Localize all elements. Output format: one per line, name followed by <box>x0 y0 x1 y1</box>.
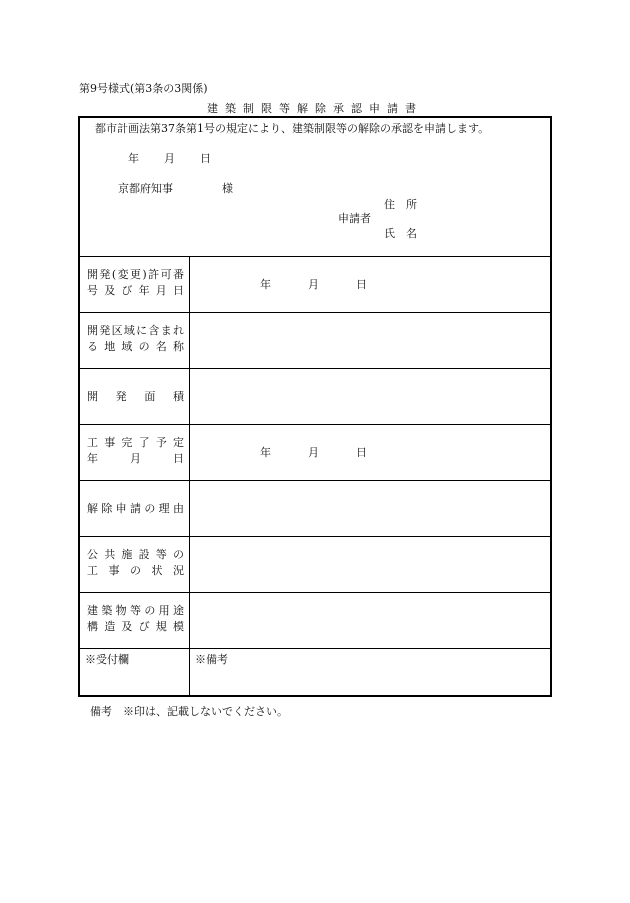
permit-date-field[interactable] <box>190 256 550 312</box>
row-building-use <box>80 592 550 649</box>
row-label-line1: 開発(変更)許可番 <box>87 268 184 281</box>
building-use-field[interactable] <box>190 592 550 648</box>
row-label-line1: 工事完了予定 <box>87 436 184 449</box>
date-day: 日 <box>356 278 367 291</box>
intro-statement: 都市計画法第37条第1号の規定により、建築制限等の解除の承認を申請します。 <box>95 122 490 135</box>
intro-date-day: 日 <box>200 152 211 165</box>
row-label <box>80 480 190 536</box>
intro-date-month: 月 <box>164 152 175 165</box>
row-development-area <box>80 368 550 425</box>
row-label <box>80 312 190 368</box>
document-title: 建築制限等解除承認申請書 <box>207 102 423 115</box>
date-month: 月 <box>308 446 319 459</box>
intro-section <box>80 118 550 257</box>
address-label: 住 所 <box>384 198 417 211</box>
row-area-name <box>80 312 550 369</box>
row-release-reason <box>80 480 550 537</box>
date-year: 年 <box>260 446 271 459</box>
row-permit-number <box>80 256 550 313</box>
form-type-label: 第9号様式(第3条の3関係) <box>79 82 208 95</box>
remarks-cell <box>190 648 550 695</box>
application-form <box>78 116 552 697</box>
row-label <box>80 424 190 480</box>
development-area-field[interactable] <box>190 368 550 424</box>
row-label-single: 解除申請の理由 <box>87 502 184 515</box>
row-label <box>80 368 190 424</box>
area-name-field[interactable] <box>190 312 550 368</box>
row-label-single: 開発面積 <box>87 390 184 403</box>
release-reason-field[interactable] <box>190 480 550 536</box>
receipt-label: ※受付欄 <box>85 653 129 666</box>
footnote: 備考 ※印は、記載しないでください。 <box>90 705 288 718</box>
row-label <box>80 256 190 312</box>
row-label-line2: 年月日 <box>87 452 184 465</box>
row-label-line2: る地域の名称 <box>87 340 184 353</box>
date-year: 年 <box>260 278 271 291</box>
row-label <box>80 536 190 592</box>
row-office-use <box>80 648 550 695</box>
row-label-line2: 号及び年月日 <box>87 284 184 297</box>
row-label-line2: 工事の状況 <box>87 564 184 577</box>
row-public-facilities <box>80 536 550 593</box>
row-label-line1: 公共施設等の <box>87 548 184 561</box>
remarks-label: ※備考 <box>195 653 228 666</box>
addressee: 京都府知事 <box>118 182 173 195</box>
addressee-honorific: 様 <box>222 182 233 195</box>
intro-date-year: 年 <box>128 152 139 165</box>
row-label-line1: 建築物等の用途 <box>87 604 184 617</box>
row-label-line1: 開発区域に含まれ <box>87 324 184 337</box>
completion-date-field[interactable] <box>190 424 550 480</box>
name-label: 氏 名 <box>384 227 417 240</box>
public-facilities-field[interactable] <box>190 536 550 592</box>
row-label <box>80 592 190 648</box>
date-day: 日 <box>356 446 367 459</box>
applicant-label: 申請者 <box>338 212 371 225</box>
date-month: 月 <box>308 278 319 291</box>
receipt-cell <box>80 648 190 695</box>
row-completion-date <box>80 424 550 481</box>
row-label-line2: 構造及び規模 <box>87 620 184 633</box>
